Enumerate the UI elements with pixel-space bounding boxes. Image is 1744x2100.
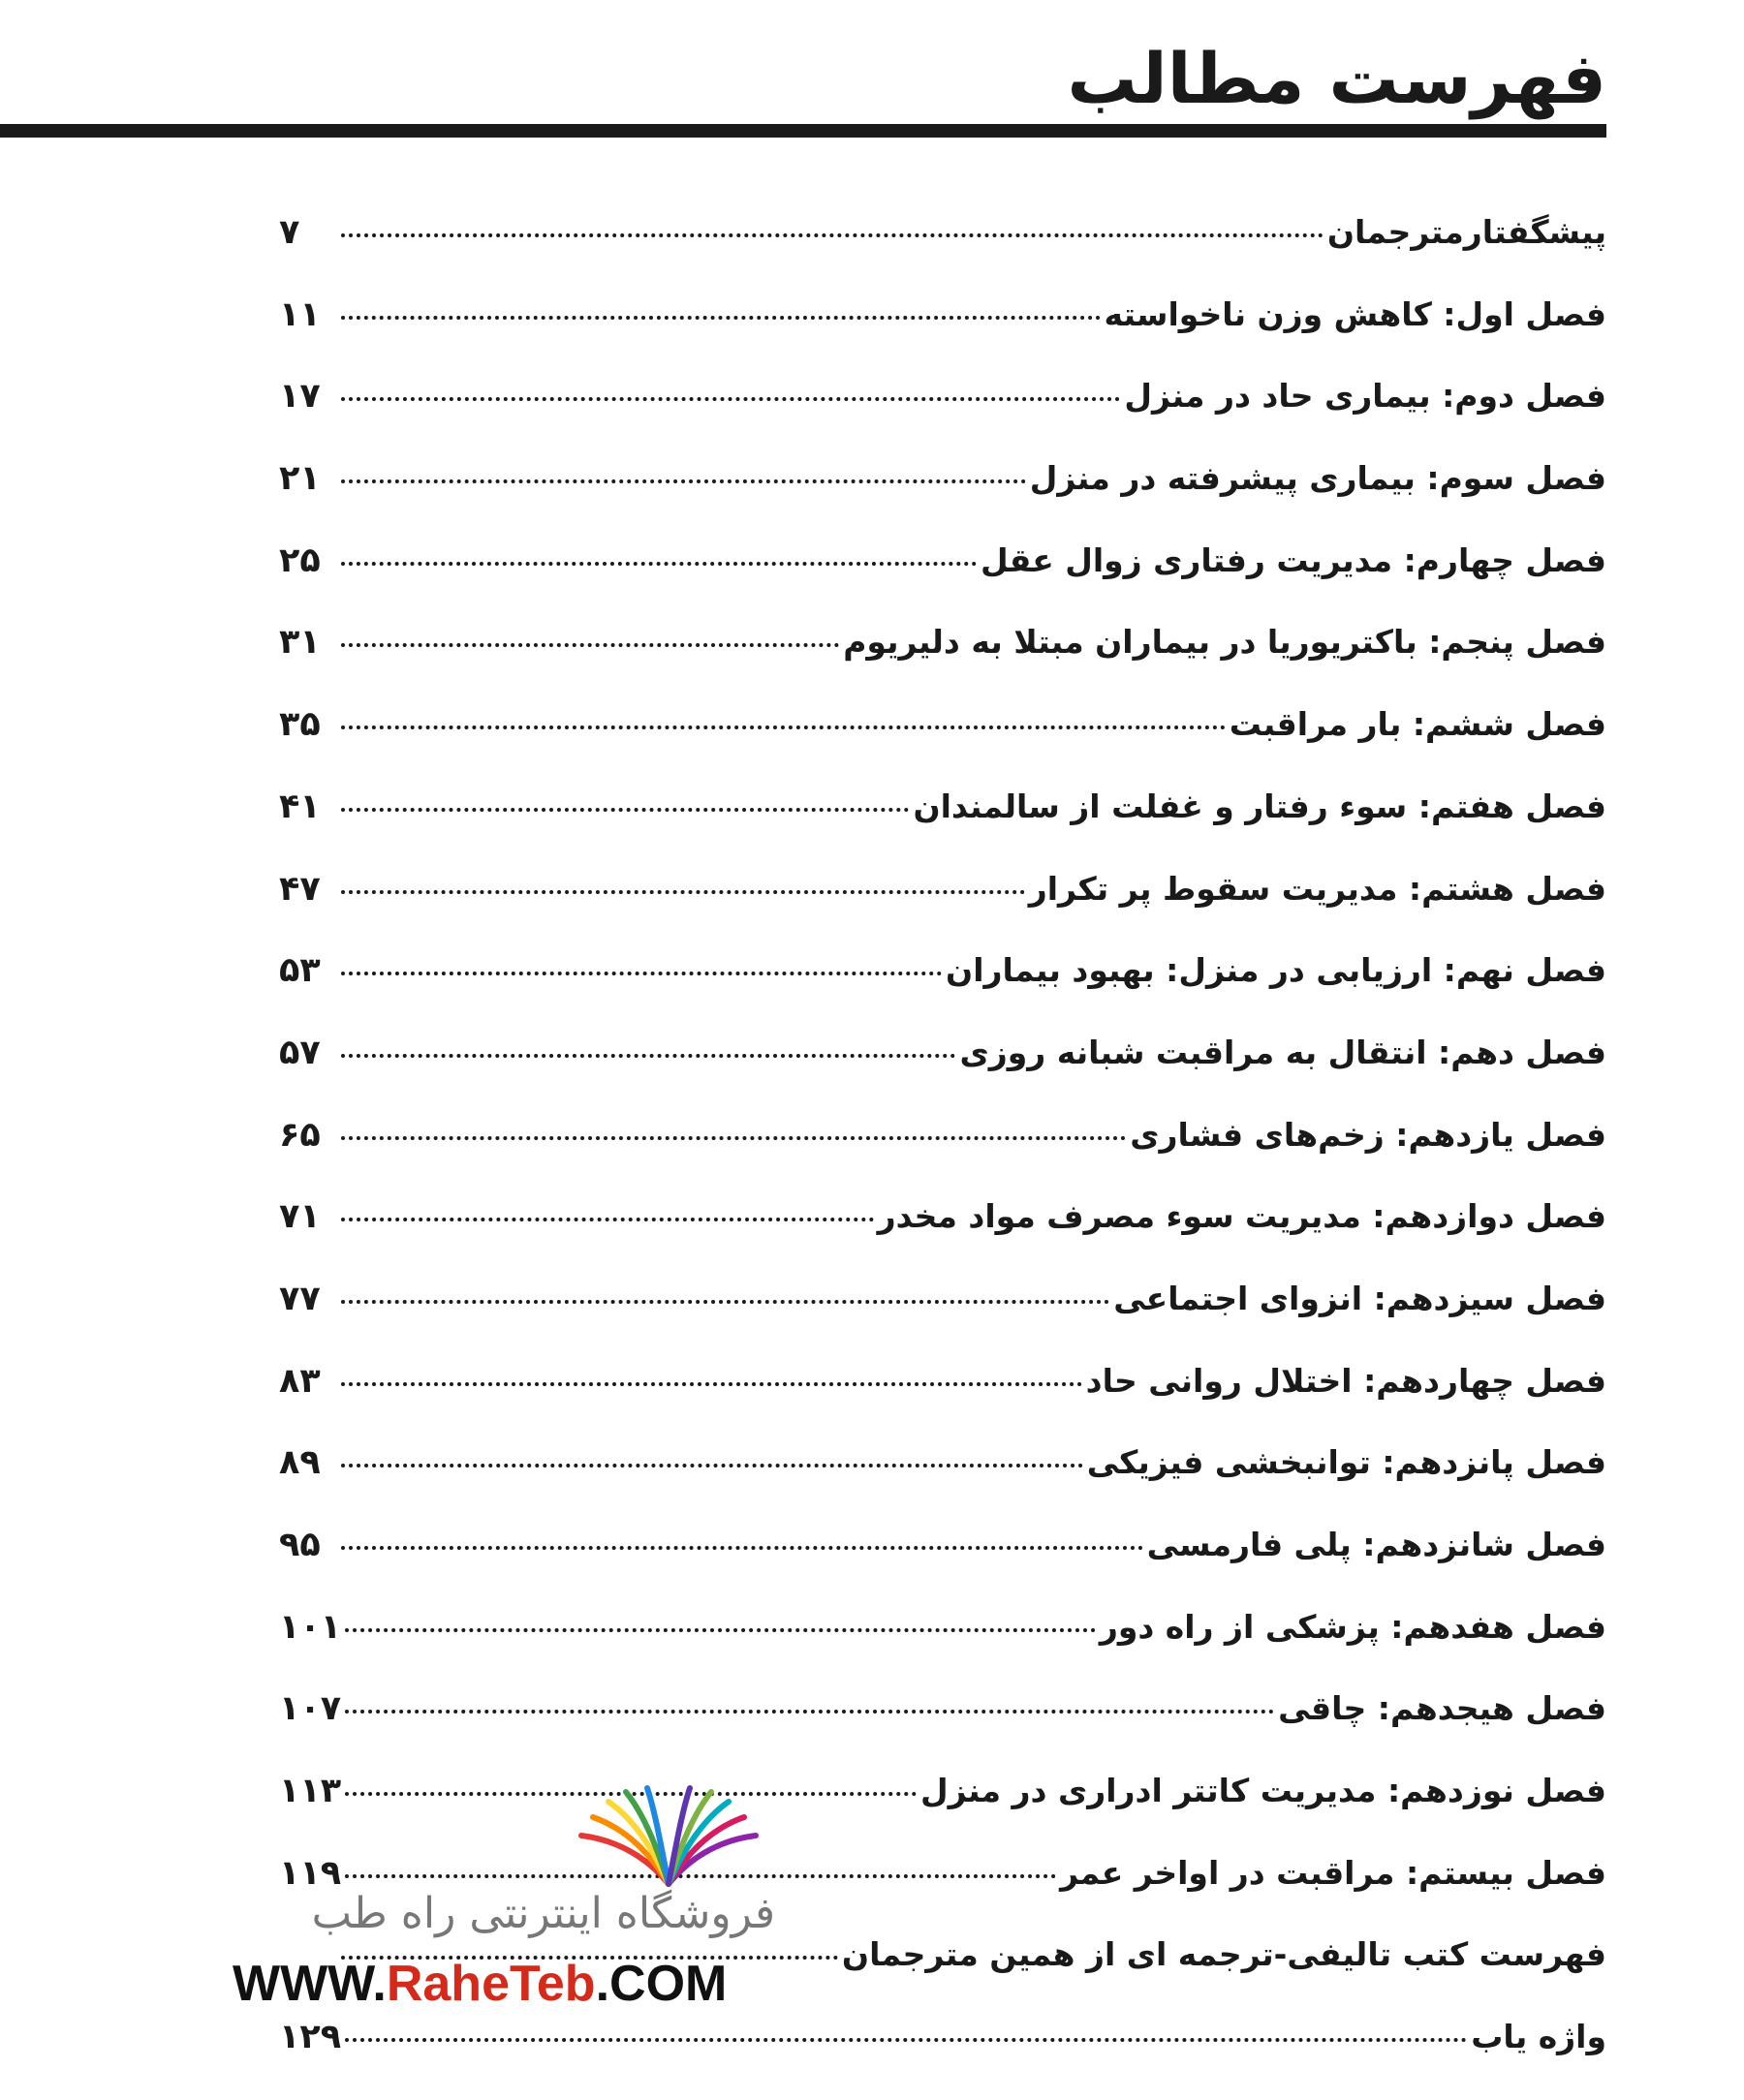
- url-brand: RaheTeb: [386, 1956, 596, 2012]
- toc-entry-page: ۱۱۹: [279, 1853, 342, 1893]
- toc-dot-leader: [341, 972, 942, 975]
- toc-entry-title: فصل پنجم: باکتریوریا در بیماران مبتلا به دلیریوم: [843, 623, 1606, 662]
- toc-entry-title: فصل ششم: بار مراقبت: [1229, 705, 1606, 744]
- toc-entry-page: ۹۵: [279, 1526, 321, 1564]
- toc-entry-page: ۱۲۹: [279, 2018, 342, 2057]
- toc-entry-title: فصل بیستم: مراقبت در اواخر عمر: [1060, 1853, 1606, 1892]
- toc-entry-title: فصل یازدهم: زخم‌های فشاری: [1130, 1115, 1606, 1154]
- toc-entry: [279, 1280, 1606, 1362]
- toc-entry-title: پیشگفتارمترجمان: [1326, 213, 1606, 251]
- toc-dot-leader: [341, 1300, 1109, 1304]
- title-rule: [0, 124, 1606, 138]
- toc-entry-page: ۴۱: [279, 787, 321, 826]
- toc-dot-leader: [341, 1054, 955, 1058]
- toc-entry-title: فصل نوزدهم: مدیریت کاتتر ادراری در منزل: [920, 1772, 1606, 1810]
- toc-entry-page: ۲۵: [279, 540, 321, 580]
- open-book-rainbow-icon: [562, 1782, 775, 1899]
- toc-dot-leader: [345, 1710, 1274, 1714]
- toc-entry-title: فصل دوازدهم: مدیریت سوء مصرف مواد مخدر: [877, 1197, 1606, 1236]
- toc-entry-page: ۷: [279, 213, 300, 252]
- toc-entry-page: ۱۱: [279, 294, 321, 334]
- toc-entry: [279, 1608, 1606, 1690]
- toc-dot-leader: [341, 808, 909, 812]
- toc-dot-leader: [341, 1546, 1143, 1550]
- toc-entry: [279, 788, 1606, 870]
- toc-entry: [279, 1197, 1606, 1280]
- toc-dot-leader: [341, 643, 839, 647]
- toc-entry: [279, 213, 1606, 295]
- toc-dot-leader: [341, 1136, 1126, 1140]
- toc-entry-page: ۱۷: [279, 377, 321, 417]
- toc-entry-page: ۴۷: [279, 869, 321, 909]
- toc-dot-leader: [345, 2038, 1467, 2042]
- toc-entry-title: فصل هفتم: سوء رفتار و غفلت از سالمندان: [913, 787, 1606, 825]
- toc-dot-leader: [341, 233, 1324, 237]
- toc-entry-title: فصل چهاردهم: اختلال روانی حاد: [1085, 1361, 1606, 1400]
- toc-entry: [279, 459, 1606, 541]
- toc-entry-title: فصل دوم: بیماری حاد در منزل: [1124, 377, 1606, 416]
- url-prefix: WWW.: [233, 1956, 387, 2012]
- toc-entry-page: ۷۱: [279, 1197, 321, 1237]
- toc-entry: [279, 1362, 1606, 1444]
- toc-dot-leader: [341, 479, 1026, 483]
- store-watermark: [233, 1782, 775, 2034]
- store-name: فروشگاه اینترنتی راه طب: [311, 1889, 775, 1938]
- toc-dot-leader: [341, 890, 1025, 894]
- toc-entry: [279, 623, 1606, 705]
- toc-entry-title: فصل دهم: انتقال به مراقبت شبانه روزی: [959, 1033, 1606, 1071]
- toc-entry-page: ۱۱۳: [279, 1772, 342, 1811]
- toc-entry-page: ۵۳: [279, 951, 321, 991]
- toc-entry-page: ۱۰۷: [279, 1689, 342, 1729]
- toc-entry-page: ۸۳: [279, 1361, 321, 1401]
- toc-dot-leader: [341, 1464, 1083, 1467]
- toc-entry-title: فصل سیزدهم: انزوای اجتماعی: [1113, 1279, 1606, 1317]
- toc-entry-title: فصل سوم: بیماری پیشرفته در منزل: [1029, 459, 1606, 498]
- toc-entry-title: فصل چهارم: مدیریت رفتاری زوال عقل: [980, 540, 1606, 579]
- toc-entry: [279, 705, 1606, 788]
- toc-entry-title: فهرست کتب تالیفی-ترجمه ای از همین مترجمان: [841, 1935, 1606, 1974]
- toc-entry: [279, 1443, 1606, 1526]
- store-url: [233, 1955, 727, 2013]
- toc-entry: [279, 1116, 1606, 1198]
- toc-entry-title: فصل هشتم: مدیریت سقوط پر تکرار: [1028, 869, 1606, 908]
- toc-entry: [279, 1034, 1606, 1116]
- toc-entry-title: فصل نهم: ارزیابی در منزل: بهبود بیماران: [946, 951, 1606, 990]
- toc-dot-leader: [341, 1382, 1082, 1386]
- toc-entry: [279, 295, 1606, 378]
- toc-entry: [279, 541, 1606, 624]
- toc-entry-title: فصل شانزدهم: پلی فارمسی: [1146, 1526, 1606, 1563]
- toc-dot-leader: [345, 1628, 1096, 1632]
- toc-entry: [279, 951, 1606, 1034]
- page-title: فهرست مطالب: [1067, 38, 1606, 119]
- toc-entry-page: ۷۷: [279, 1279, 321, 1318]
- toc-entry: [279, 377, 1606, 459]
- toc-entry-page: ۳۱: [279, 623, 321, 663]
- toc-entry-title: فصل هیجدهم: چاقی: [1278, 1689, 1606, 1728]
- toc-entry-page: ۱۰۱: [279, 1607, 342, 1647]
- toc-entry-title: فصل اول: کاهش وزن ناخواسته: [1104, 294, 1606, 333]
- toc-dot-leader: [341, 397, 1120, 401]
- toc-entry-page: ۸۹: [279, 1443, 321, 1483]
- toc-entry: [279, 870, 1606, 952]
- toc-entry-page: ۶۵: [279, 1115, 321, 1155]
- toc-entry: [279, 1689, 1606, 1772]
- toc-dot-leader: [341, 562, 977, 566]
- toc-entry-title: واژه یاب: [1471, 2018, 1606, 2056]
- url-suffix: .COM: [595, 1956, 728, 2012]
- toc-entry-title: فصل هفدهم: پزشکی از راه دور: [1099, 1607, 1606, 1646]
- toc-entry-page: ۲۱: [279, 459, 321, 499]
- toc-entry: [279, 1526, 1606, 1608]
- toc-entry-page: ۵۷: [279, 1033, 321, 1072]
- toc-dot-leader: [341, 1218, 874, 1221]
- toc-dot-leader: [341, 726, 1226, 729]
- toc-entry-page: ۳۵: [279, 705, 321, 745]
- toc-entry-title: فصل پانزدهم: توانبخشی فیزیکی: [1086, 1443, 1606, 1482]
- toc-dot-leader: [341, 316, 1101, 320]
